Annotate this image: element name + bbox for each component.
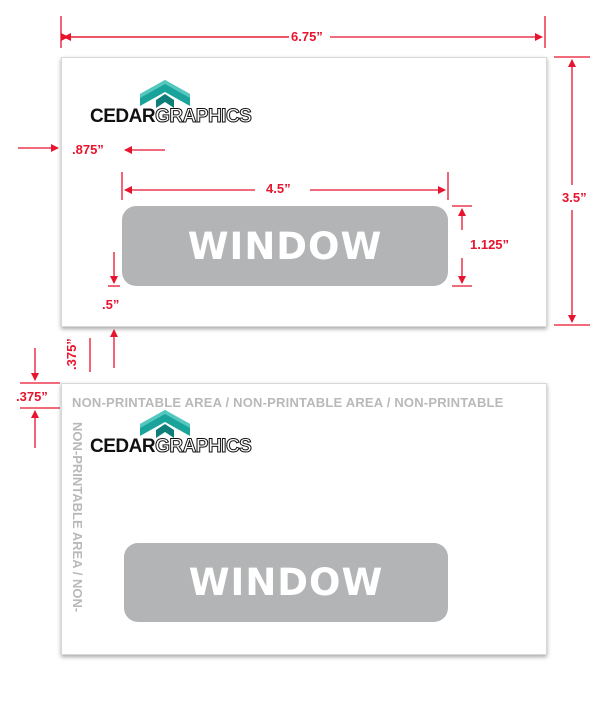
dimension-margin-top-label: .375” [64, 338, 79, 370]
dimension-width-label: 6.75” [291, 29, 323, 44]
dimension-window-bottom-label: .5” [102, 297, 120, 312]
logo-brand-outline: GRAPHICS [155, 436, 252, 457]
logo-brand-dark: CEDAR [90, 106, 156, 127]
non-printable-side-label: NON-PRINTABLE AREA / NON- [70, 422, 85, 613]
logo-brand-dark: CEDAR [90, 436, 156, 457]
window-label-bottom: WINDOW [188, 561, 384, 604]
dimension-window-width-label: 4.5” [266, 181, 291, 196]
dimension-window-left-label: .875” [72, 142, 104, 157]
dimension-margin-left-label: .375” [16, 389, 48, 404]
logo-brand-outline: GRAPHICS [155, 106, 252, 127]
window-label-top: WINDOW [187, 224, 383, 268]
non-printable-top-label: NON-PRINTABLE AREA / NON-PRINTABLE AREA / NON-PRINTABLE [72, 395, 504, 410]
dimension-height-label: 3.5” [562, 190, 587, 205]
dimension-window-height-label: 1.125” [470, 237, 510, 252]
